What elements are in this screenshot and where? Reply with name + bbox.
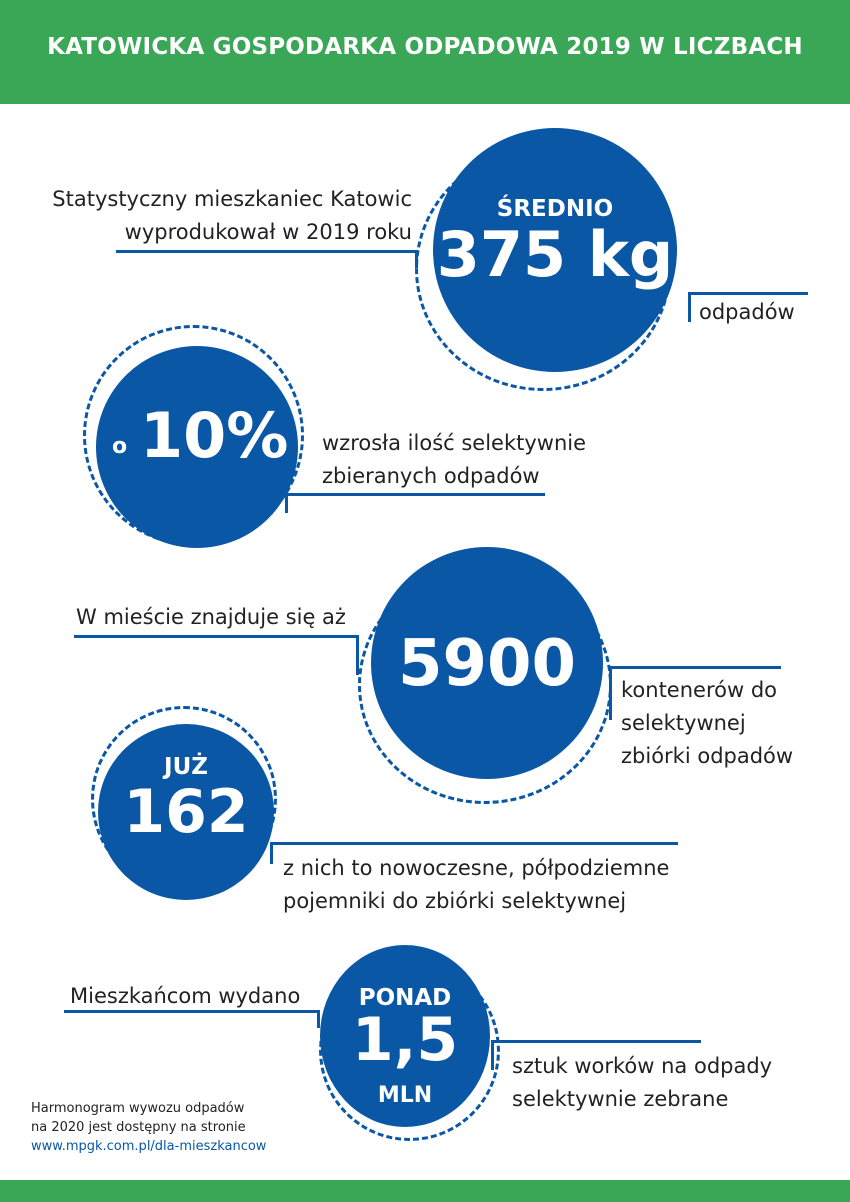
block1-right-tick <box>688 292 691 322</box>
block3-desc-line2: selektywnej <box>621 711 746 735</box>
block1-prefix: ŚREDNIO <box>496 196 614 222</box>
block1-intro-line1: Statystyczny mieszkaniec Katowic <box>52 187 412 211</box>
schedule-note-line2: na 2020 jest dostępny na stronie <box>31 1120 246 1135</box>
block1-suffix: odpadów <box>699 300 795 324</box>
schedule-link[interactable]: www.mpgk.com.pl/dla-mieszkancow <box>31 1139 267 1154</box>
block5-desc-line2: selektywnie zebrane <box>512 1087 729 1111</box>
block3-desc-line3: zbiórki odpadów <box>621 744 794 768</box>
block5-desc-line1: sztuk worków na odpady <box>512 1054 773 1078</box>
block3-intro: W mieście znajduje się aż <box>76 605 346 629</box>
block4-desc-line2: pojemniki do zbiórki selektywnej <box>283 889 627 913</box>
block2-desc-line1: wzrosła ilość selektywnie <box>322 431 587 455</box>
header-bar <box>0 0 850 104</box>
block5-prefix: PONAD <box>358 985 452 1011</box>
block5-right-tick <box>491 1040 494 1070</box>
block3-left-line <box>74 635 359 638</box>
block4-circle <box>98 724 274 900</box>
block2-desc-line2: zbieranych odpadów <box>322 464 540 488</box>
block4-prefix: JUŻ <box>164 754 208 780</box>
block5-circle <box>320 945 490 1127</box>
block4-desc <box>283 852 669 918</box>
block1-intro <box>42 183 412 249</box>
block1-circle <box>433 128 677 372</box>
block3-value: 5900 <box>397 627 577 701</box>
block2-tick <box>285 493 288 513</box>
block2-line <box>285 493 545 496</box>
block5-unit: MLN <box>377 1083 433 1108</box>
block2-circle <box>96 346 298 548</box>
block1-value: 375 kg <box>436 218 674 291</box>
block3-right-line <box>609 666 781 669</box>
block2-value: 10% <box>140 399 289 472</box>
block5-right-line <box>491 1040 701 1043</box>
block5-desc <box>512 1050 772 1116</box>
page-title: KATOWICKA GOSPODARKA ODPADOWA 2019 W LICZBACH <box>47 34 803 60</box>
block4-desc-line1: z nich to nowoczesne, półpodziemne <box>283 856 670 880</box>
block4-line <box>270 842 678 845</box>
block3-desc <box>621 674 793 773</box>
block3-right-tick <box>609 666 612 720</box>
block1-intro-line2: wyprodukował w 2019 roku <box>124 220 412 244</box>
block4-tick <box>270 842 273 864</box>
schedule-note <box>31 1099 266 1156</box>
footer-bar <box>0 1180 850 1202</box>
block3-circle <box>371 547 603 779</box>
block2-prefix: o <box>112 434 128 459</box>
block5-value: 1,5 <box>351 1005 459 1075</box>
block5-left-line <box>64 1010 320 1013</box>
block2-desc <box>322 427 586 493</box>
block4-value: 162 <box>123 777 249 847</box>
schedule-note-line1: Harmonogram wywozu odpadów <box>31 1101 245 1116</box>
block5-intro: Mieszkańcom wydano <box>70 984 301 1008</box>
block1-left-line <box>116 250 418 253</box>
block3-desc-line1: kontenerów do <box>621 678 778 702</box>
block1-right-line <box>688 292 808 295</box>
